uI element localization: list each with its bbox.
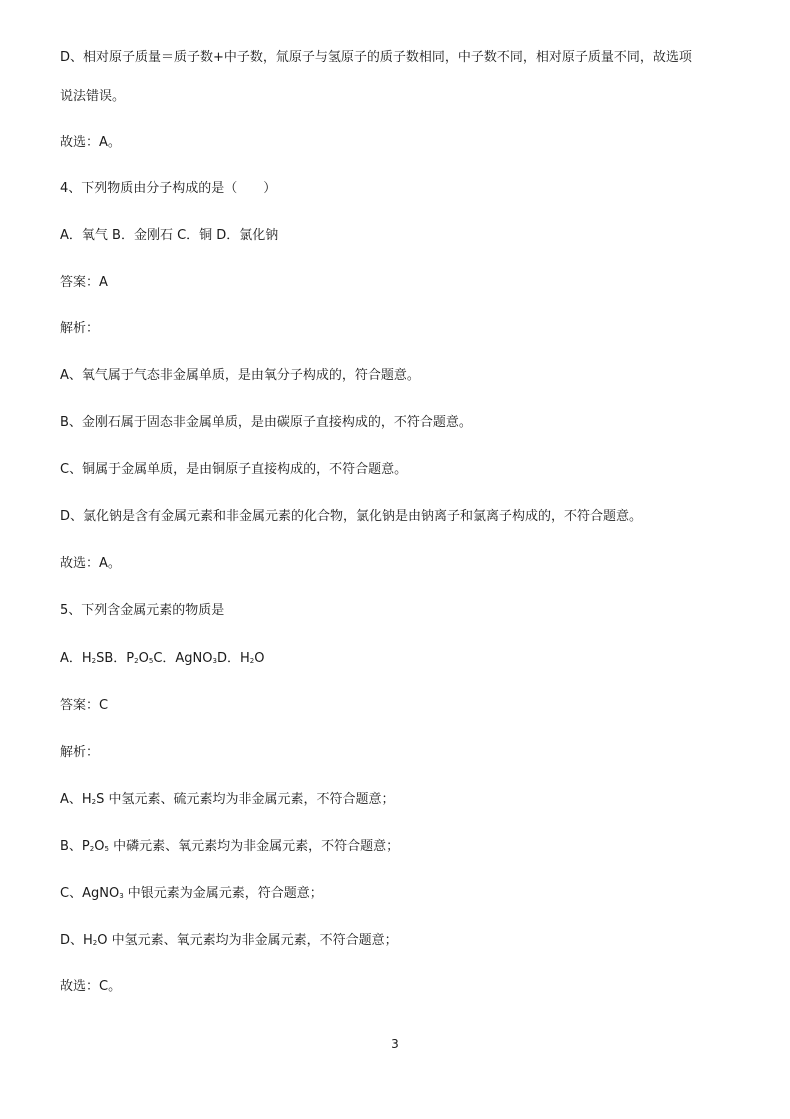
- question-4-title: 4、下列物质由分子构成的是（ ）: [60, 181, 277, 196]
- text-line: B、金刚石属于固态非金属单质，是由碳原子直接构成的，不符合题意。: [60, 415, 472, 430]
- text-line: 故选：A。: [60, 135, 121, 150]
- question-5-options: A．$H_2SB$．$P_2O_5C$．AgNO$_3$D．$H_2O$: [60, 651, 265, 666]
- text-line: D、相对原子质量＝质子数+中子数，氚原子与氢原子的质子数相同，中子数不同，相对原子质量不同，故选项: [60, 50, 692, 65]
- question-4-answer: 答案：A: [60, 275, 108, 290]
- text-line: 故选：C。: [60, 979, 122, 994]
- text-line: D、$H_2O$ 中氢元素、氧元素均为非金属元素，不符合题意；: [60, 933, 398, 948]
- text-line: C、铜属于金属单质，是由铜原子直接构成的，不符合题意。: [60, 462, 408, 477]
- text-line: A、氧气属于气态非金属单质，是由氧分子构成的，符合题意。: [60, 368, 420, 383]
- question-4-options: A．氧气 B．金刚石 C．铜 D．氯化钠: [60, 228, 279, 243]
- question-5-answer: 答案：C: [60, 698, 109, 713]
- text-line: C、AgNO$_3$ 中银元素为金属元素，符合题意；: [60, 886, 323, 901]
- analysis-heading: 解析：: [60, 321, 100, 336]
- text-line: 说法错误。: [60, 89, 126, 104]
- text-line: 故选：A。: [60, 556, 121, 571]
- question-5-title: 5、下列含金属元素的物质是: [60, 603, 225, 618]
- text-line: D、氯化钠是含有金属元素和非金属元素的化合物，氯化钠是由钠离子和氯离子构成的，不符合题意。: [60, 509, 643, 524]
- text-line: B、$P_2O_5$ 中磷元素、氧元素均为非金属元素，不符合题意；: [60, 839, 400, 854]
- text-line: A、$H_2S$ 中氢元素、硫元素均为非金属元素，不符合题意；: [60, 792, 395, 807]
- page-number: 3: [391, 1037, 399, 1051]
- analysis-heading: 解析：: [60, 745, 100, 760]
